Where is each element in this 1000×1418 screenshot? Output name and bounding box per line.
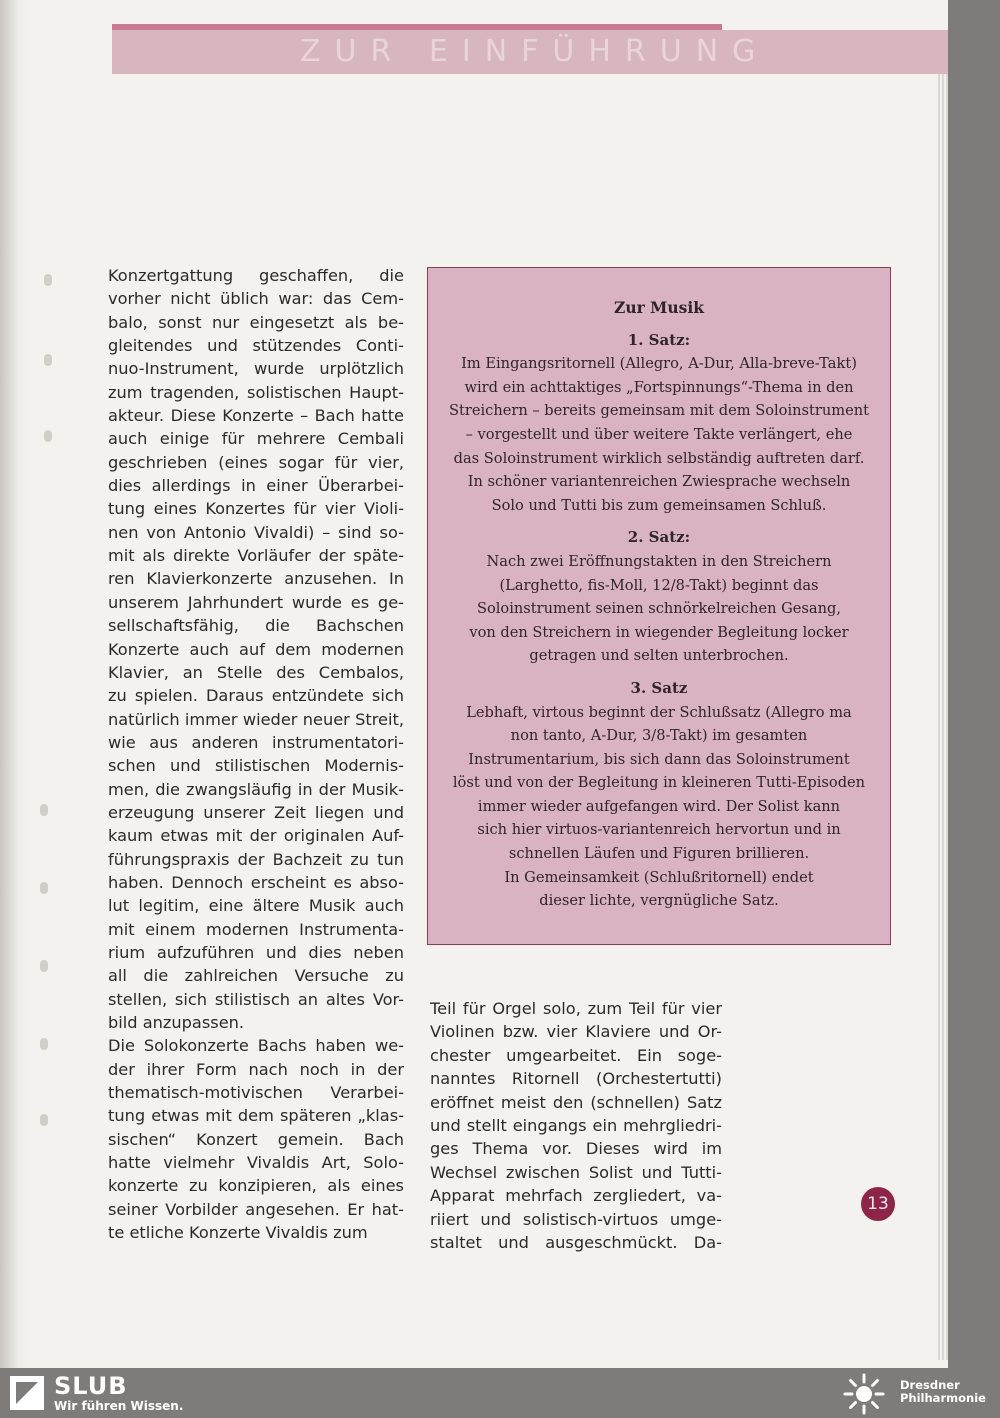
box-text-line: sich hier virtuos-variantenreich hervortun und in [477,821,841,839]
box-text-line: getragen und selten unterbrochen. [529,647,789,665]
text-line: seiner Vorbilder angesehen. Er hat- [108,1199,404,1219]
box-text-line: In Gemeinsamkeit (Schlußritornell) endet [504,868,814,886]
box-text-line: Lebhaft, virtous beginnt der Schlußsatz (Allegro ma [466,703,852,721]
text-line: natürlich immer wieder neuer Streit, [108,709,404,729]
zur-musik-box [427,267,891,945]
box-text-line: In schöner variantenreichen Zwiesprache wechseln [467,473,851,491]
text-line: führungspraxis der Bachzeit zu tun [108,849,404,869]
text-line: tung eines Konzertes für vier Violi- [108,499,404,519]
box-text-line: non tanto, A-Dur, 3/8-Takt) im gesamten [510,727,808,745]
text-line: geschrieben (eines sogar für vier, [108,452,404,472]
text-line: rium aufzuführen und dies neben [108,942,404,962]
dp-name-line2: Philharmonie [900,1391,986,1405]
footer-bar [0,1368,1000,1418]
text-line: haben. Dennoch erscheint es abso- [108,872,404,892]
text-line: eröffnet meist den (schnellen) Satz [430,1092,722,1112]
text-line: zu spielen. Daraus entzündete sich [108,686,404,706]
text-line: te etliche Konzerte Vivaldis zum [108,1223,368,1243]
box-text-line: Streichern – bereits gemeinsam mit dem Soloinstrument [449,402,869,420]
left-text-column [108,264,404,1244]
text-line: men, die zwangsläufig in der Musik- [108,779,404,799]
text-line: zum tragenden, solistischen Haupt- [108,382,404,402]
box-text-line: immer wieder aufgefangen wird. Der Solist kann [477,797,841,815]
text-line: und stellt eingangs ein mehrgliedri- [430,1116,722,1136]
box-text-line: Nach zwei Eröffnungstakten in den Streichern [486,552,832,570]
text-line: stellen, sich stilistisch an altes Vor- [108,989,404,1009]
text-line: all die zahlreichen Versuche zu [108,966,404,986]
text-line: hatte vielmehr Vivaldis Art, Solo- [108,1153,404,1173]
slub-logo-icon [10,1376,44,1410]
text-line: nen von Antonio Vivaldi) – sind so- [108,522,404,542]
box-text-line: das Soloinstrument wirklich selbständig auftreten darf. [453,449,865,467]
text-line: auch einige für mehrere Cembali [108,429,404,449]
box-section-heading: 1. Satz: [627,330,691,349]
text-line: sellschaftsfähig, die Bachschen [108,616,404,636]
text-line: thematisch-motivischen Verarbei- [108,1083,404,1103]
box-text-line: löst und von der Begleitung in kleineren Tutti-Episoden [452,774,866,792]
box-text-line: – vorgestellt und über weitere Takte verlängert, ehe [465,425,853,443]
box-section-heading: 3. Satz [630,678,688,697]
text-line: ren Klavierkonzerte anzusehen. In [108,569,404,589]
right-text-column [430,997,722,1254]
text-line: erzeugung unserer Zeit liegen und [108,802,404,822]
text-line: Violinen bzw. vier Klaviere und Or- [430,1022,722,1042]
text-line: bild anzupassen. [108,1013,245,1032]
text-line: ges Thema vor. Dieses wird im [430,1139,722,1159]
text-line: kaum etwas mit der originalen Auf- [108,826,404,846]
box-text-line: Instrumentarium, bis sich dann das Soloinstrument [468,750,850,768]
text-line: sischen“ Konzert gemein. Bach [108,1129,404,1149]
text-line: schen und stilistischen Modernis- [108,756,404,776]
box-text-line: (Larghetto, fis-Moll, 12/8-Takt) beginnt das [499,576,819,594]
text-line: staltet und ausgeschmückt. Da- [430,1233,722,1253]
box-text-line: dieser lichte, vergnügliche Satz. [539,892,779,910]
text-line: der ihrer Form nach noch in der [108,1059,404,1079]
page-number-badge: 13 [861,1187,895,1221]
binding-shadow [0,0,30,1368]
text-line: Klavier, an Stelle des Cembalos, [108,662,404,682]
box-text-line: von den Streichern in wiegender Begleitung locker [469,623,849,641]
box-title: Zur Musik [614,298,704,317]
text-line: vorher nicht üblich war: das Cem- [108,289,404,309]
box-text-line: schnellen Läufen und Figuren brillieren. [508,845,810,863]
dresdner-philharmonie-logo-icon [842,1372,886,1416]
slub-name: SLUB [54,1372,128,1400]
text-line: mit als direkte Vorläufer der späte- [108,546,404,566]
text-line: lut legitim, eine ältere Musik auch [108,896,404,916]
text-line: chester umgearbeitet. Ein soge- [430,1045,722,1065]
section-title: ZUR EINFÜHRUNG [300,34,770,69]
text-line: riiert und solistisch-virtuos umge- [430,1209,722,1229]
text-line: Apparat mehrfach zergliedert, va- [430,1186,722,1206]
text-line: unserem Jahrhundert wurde es ge- [108,592,404,612]
text-line: Konzertgattung geschaffen, die [108,266,404,285]
dp-name-line1: Dresdner [900,1378,960,1392]
text-line: konzerte zu konzipieren, als eines [108,1176,404,1196]
text-line: Konzerte auch auf dem modernen [108,639,404,659]
text-line: nanntes Ritornell (Orchestertutti) [430,1069,722,1089]
text-line: dies allerdings in einer Überarbei- [108,476,404,496]
slub-tagline: Wir führen Wissen. [54,1399,184,1413]
text-line: wie aus anderen instrumentatori- [108,732,404,752]
box-section-heading: 2. Satz: [627,528,691,547]
dresdner-philharmonie-name [900,1379,986,1405]
box-text-line: Soloinstrument seinen schnörkelreichen Gesang, [476,600,842,618]
box-sections [428,329,890,913]
text-line: gleitendes und stützendes Conti- [108,336,404,356]
text-line: balo, sonst nur eingesetzt als be- [108,312,404,332]
box-text-line: Im Eingangsritornell (Allegro, A-Dur, Alla-breve-Takt) [461,355,857,373]
text-line: Wechsel zwischen Solist und Tutti- [430,1162,722,1182]
text-line: mit einem modernen Instrumenta- [108,919,404,939]
box-text-line: wird ein achttaktiges „Fortspinnungs“-Thema in den [464,378,854,396]
page-stack-edge [938,30,948,1360]
text-line: akteur. Diese Konzerte – Bach hatte [108,406,404,426]
text-line: tung etwas mit dem späteren „klas- [108,1106,404,1126]
text-line: nuo-Instrument, wurde urplötzlich [108,359,404,379]
text-line: Teil für Orgel solo, zum Teil für vier [430,999,722,1018]
text-line: Die Solokonzerte Bachs haben we- [108,1036,404,1056]
box-text-line: Solo und Tutti bis zum gemeinsamen Schluß. [491,496,827,514]
